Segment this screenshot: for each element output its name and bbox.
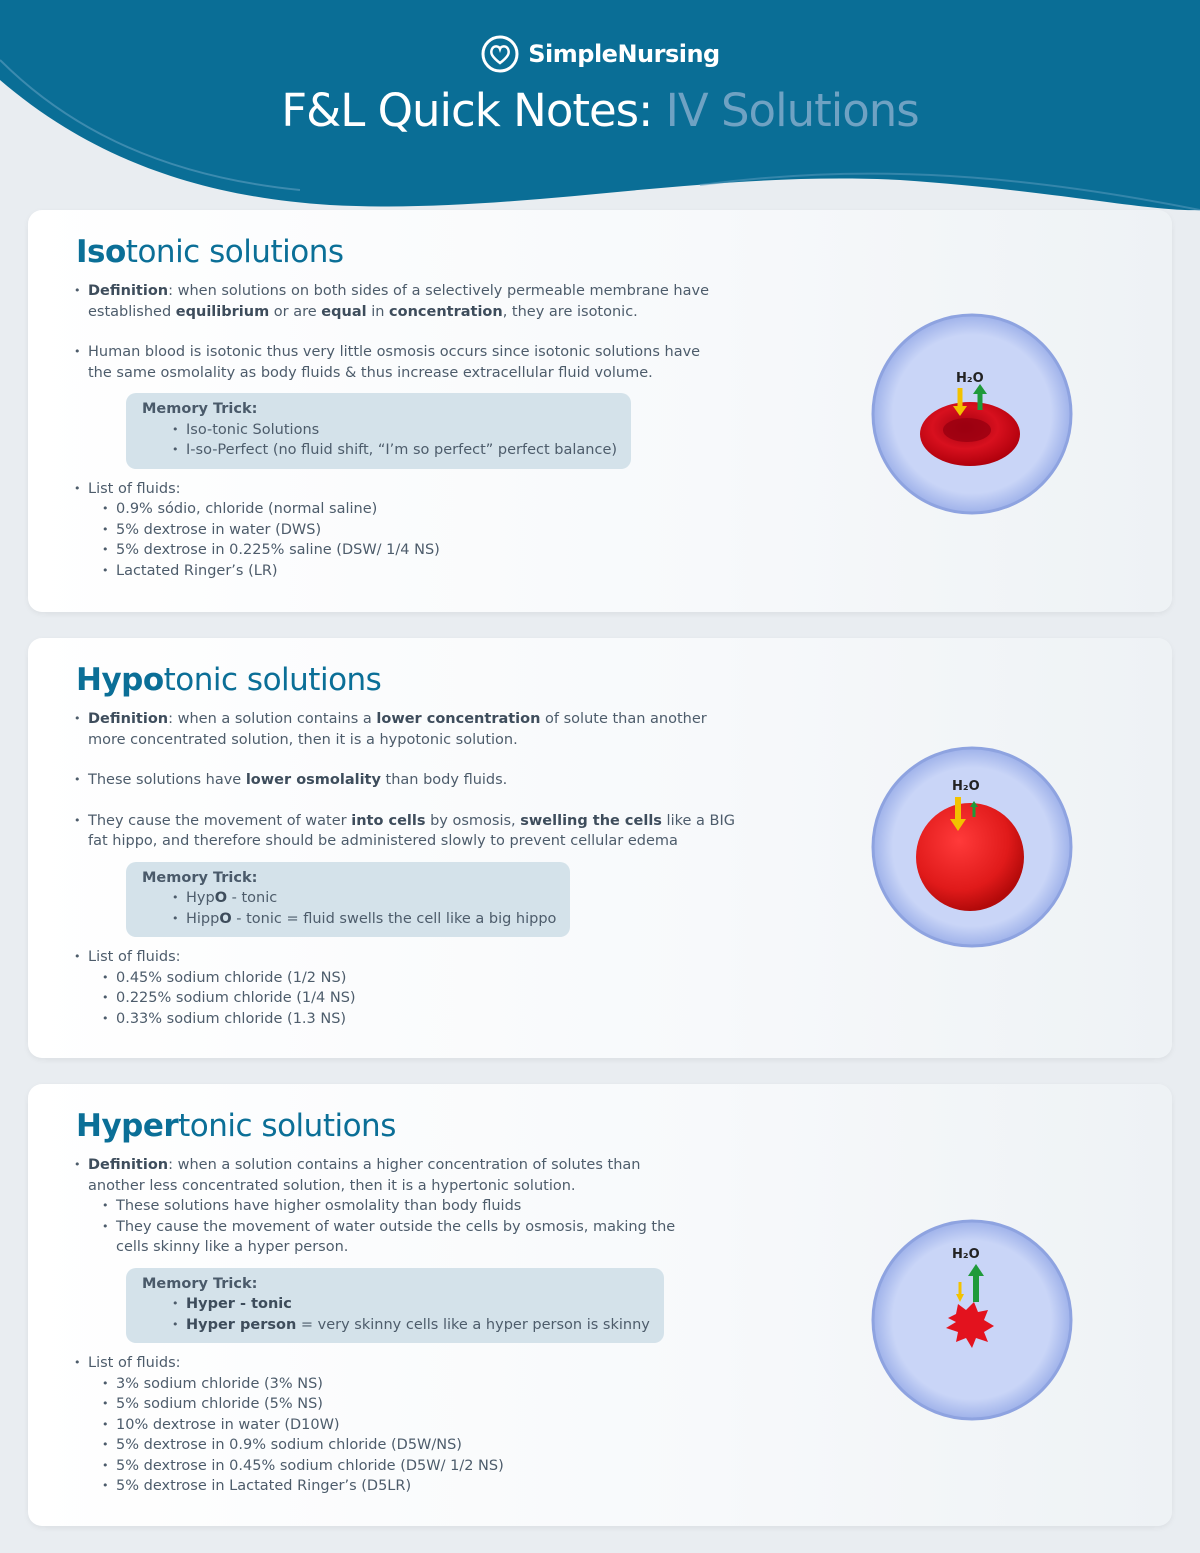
water-label: H₂O (952, 1247, 980, 1262)
isotonic-heading: Isotonic solutions (76, 234, 344, 270)
brand-logo (0, 34, 1200, 74)
list-item: • 5% dextrose in 0.45% sodium chloride (D5W/ 1/2 NS) (102, 1456, 794, 1477)
list-item: • 0.225% sodium chloride (1/4 NS) (102, 988, 794, 1009)
hypertonic-memory-trick: Memory Trick: • Hyper - tonic • Hyper person = very skinny cells like a hyper person is skinny (126, 1268, 664, 1344)
list-item: • 0.45% sodium chloride (1/2 NS) (102, 968, 794, 989)
page-title: F&L Quick Notes: IV Solutions (281, 84, 919, 137)
water-label: H₂O (952, 779, 980, 794)
list-item: • 5% dextrose in Lactated Ringer’s (D5LR) (102, 1476, 794, 1497)
hypotonic-cell-illustration (870, 745, 1074, 949)
isotonic-memory-trick: Memory Trick: • Iso-tonic Solutions • I-so-Perfect (no fluid shift, “I’m so perfect” perfect balance) (126, 393, 631, 469)
hypertonic-cell-illustration (870, 1218, 1074, 1422)
water-label: H₂O (956, 371, 984, 386)
hypotonic-card (28, 638, 1172, 1058)
list-item: • 5% dextrose in 0.9% sodium chloride (D5W/NS) (102, 1435, 794, 1456)
hypertonic-heading: Hypertonic solutions (76, 1108, 396, 1144)
heart-logo-icon (480, 34, 520, 74)
hypotonic-content: • Definition: when a solution contains a lower concentration of solute than another more concentrated solution, then it is a hypotonic solution. • These solutions have lower osmolality than body fluids. • They cause the movement of water into cells by osmosis, swelling the cells like a BIG fat hippo, and therefore should be administered slowly to prevent cellular edema Memory Trick: • HypO - tonic • HippO - tonic = fluid swells the cell like a big hippo • List of fluids: • 0.45% sodium chloride (1/2 NS) • 0.225% sodium chloride (1/4 NS) • 0.33% sodium chloride (1.3 NS) (74, 709, 794, 1029)
brand-name: SimpleNursing (528, 40, 720, 68)
hypertonic-content: • Definition: when a solution contains a higher concentration of solutes than another less concentrated solution, then it is a hypertonic solution. • These solutions have higher osmolality than body fluids • They cause the movement of water outside the cells by osmosis, making the cells skinny like a hyper person. Memory Trick: • Hyper - tonic • Hyper person = very skinny cells like a hyper person is skinny • List of fluids: • 3% sodium chloride (3% NS) • 5% sodium chloride (5% NS) • 10% dextrose in water (D10W) • 5% dextrose in 0.9% sodium chloride (D5W/NS) • 5% dextrose in 0.45% sodium chloride (D5W/ 1/2 NS) • 5% dextrose in Lactated Ringer’s (D5LR) (74, 1155, 794, 1497)
list-item: • Lactated Ringer’s (LR) (102, 561, 794, 582)
list-item: • 3% sodium chloride (3% NS) (102, 1374, 794, 1395)
list-item: • 5% dextrose in water (DWS) (102, 520, 794, 541)
list-item: • 0.33% sodium chloride (1.3 NS) (102, 1009, 794, 1030)
page-header (0, 0, 1200, 240)
hypotonic-heading: Hypotonic solutions (76, 662, 382, 698)
isotonic-cell-illustration (870, 312, 1074, 516)
list-item: • 5% dextrose in 0.225% saline (DSW/ 1/4 NS) (102, 540, 794, 561)
isotonic-content: • Definition: when solutions on both sides of a selectively permeable membrane have established equilibrium or are equal in concentration, they are isotonic. • Human blood is isotonic thus very little osmosis occurs since isotonic solutions have the same osmolality as body fluids & thus increase extracellular fluid volume. Memory Trick: • Iso-tonic Solutions • I-so-Perfect (no fluid shift, “I’m so perfect” perfect balance) • List of fluids: • 0.9% sódio, chloride (normal saline) • 5% dextrose in water (DWS) • 5% dextrose in 0.225% saline (DSW/ 1/4 NS) • Lactated Ringer’s (LR) (74, 281, 794, 581)
list-item: • 0.9% sódio, chloride (normal saline) (102, 499, 794, 520)
isotonic-card (28, 210, 1172, 612)
hypotonic-memory-trick: Memory Trick: • HypO - tonic • HippO - tonic = fluid swells the cell like a big hippo (126, 862, 570, 938)
hypertonic-card (28, 1084, 1172, 1526)
list-item: • 5% sodium chloride (5% NS) (102, 1394, 794, 1415)
list-item: • 10% dextrose in water (D10W) (102, 1415, 794, 1436)
